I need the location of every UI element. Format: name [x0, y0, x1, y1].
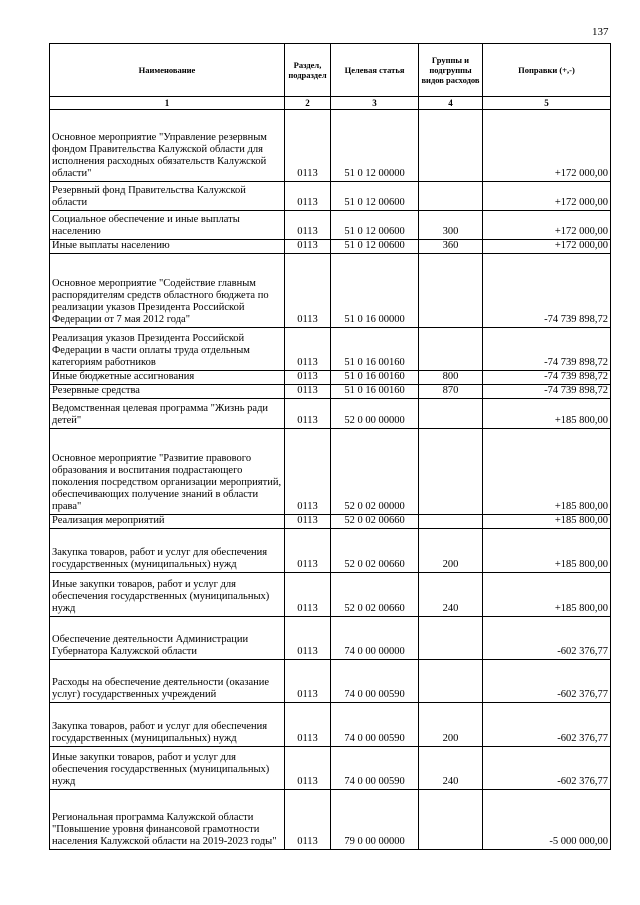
- row-group: [419, 399, 483, 429]
- table-row: [50, 240, 611, 254]
- table-row: [50, 660, 611, 703]
- column-number-row: [50, 97, 611, 110]
- table-row: [50, 790, 611, 850]
- row-section: 0113: [285, 617, 331, 660]
- row-section: 0113: [285, 515, 331, 529]
- row-name: Расходы на обеспечение деятельности (оказание услуг) государственных учреждений: [50, 660, 285, 703]
- row-amount: +185 800,00: [483, 399, 611, 429]
- row-target: 52 0 02 00660: [331, 515, 419, 529]
- header-target: Целевая статья: [331, 44, 419, 97]
- row-target: 52 0 02 00660: [331, 529, 419, 573]
- column-number: 1: [50, 97, 285, 110]
- row-target: 74 0 00 00590: [331, 747, 419, 790]
- row-target: 51 0 12 00600: [331, 211, 419, 240]
- row-name: Иные закупки товаров, работ и услуг для обеспечения государственных (муниципальных) нужд: [50, 573, 285, 617]
- row-section: 0113: [285, 110, 331, 182]
- row-section: 0113: [285, 573, 331, 617]
- column-number: 4: [419, 97, 483, 110]
- row-group: [419, 617, 483, 660]
- row-group: [419, 254, 483, 328]
- row-group: [419, 790, 483, 850]
- row-group: [419, 182, 483, 211]
- table-row: [50, 385, 611, 399]
- row-name: Основное мероприятие "Развитие правового образования и воспитания подрастающего поколения посредством организации мероприятий, обеспечивающих получение знаний в области права": [50, 429, 285, 515]
- row-name: Реализация указов Президента Российской Федерации в части оплаты труда отдельным категориям работников: [50, 328, 285, 371]
- row-group: 870: [419, 385, 483, 399]
- row-section: 0113: [285, 747, 331, 790]
- row-name: Основное мероприятие "Содействие главным распорядителям средств областного бюджета по реализации указов Президента Российской Федерации от 7 мая 2012 года": [50, 254, 285, 328]
- row-section: 0113: [285, 240, 331, 254]
- row-section: 0113: [285, 182, 331, 211]
- row-target: 52 0 02 00660: [331, 573, 419, 617]
- row-target: 51 0 12 00600: [331, 182, 419, 211]
- row-section: 0113: [285, 790, 331, 850]
- row-group: 300: [419, 211, 483, 240]
- row-section: 0113: [285, 660, 331, 703]
- header-row: [50, 44, 611, 97]
- row-name: Обеспечение деятельности Администрации Губернатора Калужской области: [50, 617, 285, 660]
- row-target: 52 0 00 00000: [331, 399, 419, 429]
- table-row: [50, 371, 611, 385]
- row-group: [419, 660, 483, 703]
- row-amount: -74 739 898,72: [483, 254, 611, 328]
- table-row: [50, 182, 611, 211]
- row-amount: -602 376,77: [483, 747, 611, 790]
- table-row: [50, 110, 611, 182]
- table-row: [50, 254, 611, 328]
- row-group: [419, 429, 483, 515]
- row-section: 0113: [285, 254, 331, 328]
- row-amount: -5 000 000,00: [483, 790, 611, 850]
- row-name: Основное мероприятие "Управление резервным фондом Правительства Калужской области для исполнения расходных обязательств Калужской области": [50, 110, 285, 182]
- page-number: 137: [592, 26, 609, 38]
- row-name: Иные закупки товаров, работ и услуг для обеспечения государственных (муниципальных) нужд: [50, 747, 285, 790]
- row-group: [419, 515, 483, 529]
- row-section: 0113: [285, 211, 331, 240]
- row-amount: +172 000,00: [483, 240, 611, 254]
- header-name: Наименование: [50, 44, 285, 97]
- row-target: 51 0 16 00160: [331, 328, 419, 371]
- row-section: 0113: [285, 529, 331, 573]
- row-name: Ведомственная целевая программа "Жизнь ради детей": [50, 399, 285, 429]
- header-section: Раздел, подраздел: [285, 44, 331, 97]
- row-target: 74 0 00 00590: [331, 703, 419, 747]
- column-number: 2: [285, 97, 331, 110]
- table-row: [50, 617, 611, 660]
- table-row: [50, 328, 611, 371]
- row-group: [419, 328, 483, 371]
- row-target: 51 0 12 00000: [331, 110, 419, 182]
- row-name: Закупка товаров, работ и услуг для обеспечения государственных (муниципальных) нужд: [50, 703, 285, 747]
- row-group: 800: [419, 371, 483, 385]
- row-amount: +185 800,00: [483, 429, 611, 515]
- row-section: 0113: [285, 429, 331, 515]
- row-target: 52 0 02 00000: [331, 429, 419, 515]
- row-section: 0113: [285, 385, 331, 399]
- row-name: Резервный фонд Правительства Калужской области: [50, 182, 285, 211]
- column-number: 3: [331, 97, 419, 110]
- row-name: Закупка товаров, работ и услуг для обеспечения государственных (муниципальных) нужд: [50, 529, 285, 573]
- row-group: 200: [419, 529, 483, 573]
- column-number: 5: [483, 97, 611, 110]
- row-target: 51 0 16 00000: [331, 254, 419, 328]
- row-amount: -602 376,77: [483, 703, 611, 747]
- row-section: 0113: [285, 399, 331, 429]
- header-groups: Группы и подгруппы видов расходов: [419, 44, 483, 97]
- row-amount: +185 800,00: [483, 529, 611, 573]
- row-amount: +185 800,00: [483, 515, 611, 529]
- table-row: [50, 529, 611, 573]
- row-name: Иные выплаты населению: [50, 240, 285, 254]
- row-target: 74 0 00 00590: [331, 660, 419, 703]
- row-target: 51 0 12 00600: [331, 240, 419, 254]
- row-target: 74 0 00 00000: [331, 617, 419, 660]
- row-group: 360: [419, 240, 483, 254]
- row-group: 200: [419, 703, 483, 747]
- row-amount: +185 800,00: [483, 573, 611, 617]
- row-group: 240: [419, 573, 483, 617]
- row-name: Региональная программа Калужской области "Повышение уровня финансовой грамотности населения Калужской области на 2019-2023 годы": [50, 790, 285, 850]
- row-section: 0113: [285, 371, 331, 385]
- row-amount: +172 000,00: [483, 182, 611, 211]
- row-amount: +172 000,00: [483, 211, 611, 240]
- row-amount: +172 000,00: [483, 110, 611, 182]
- row-target: 79 0 00 00000: [331, 790, 419, 850]
- row-name: Социальное обеспечение и иные выплаты населению: [50, 211, 285, 240]
- row-amount: -602 376,77: [483, 617, 611, 660]
- row-name: Резервные средства: [50, 385, 285, 399]
- table-row: [50, 573, 611, 617]
- row-section: 0113: [285, 328, 331, 371]
- table-row: [50, 515, 611, 529]
- row-amount: -74 739 898,72: [483, 328, 611, 371]
- row-amount: -74 739 898,72: [483, 371, 611, 385]
- row-group: [419, 110, 483, 182]
- row-section: 0113: [285, 703, 331, 747]
- table-row: [50, 399, 611, 429]
- table-row: [50, 211, 611, 240]
- row-group: 240: [419, 747, 483, 790]
- row-name: Иные бюджетные ассигнования: [50, 371, 285, 385]
- table-row: [50, 747, 611, 790]
- table-row: [50, 703, 611, 747]
- budget-amendments-table: [49, 43, 611, 850]
- row-name: Реализация мероприятий: [50, 515, 285, 529]
- row-target: 51 0 16 00160: [331, 371, 419, 385]
- row-target: 51 0 16 00160: [331, 385, 419, 399]
- row-amount: -602 376,77: [483, 660, 611, 703]
- header-amendments: Поправки (+,-): [483, 44, 611, 97]
- row-amount: -74 739 898,72: [483, 385, 611, 399]
- table-row: [50, 429, 611, 515]
